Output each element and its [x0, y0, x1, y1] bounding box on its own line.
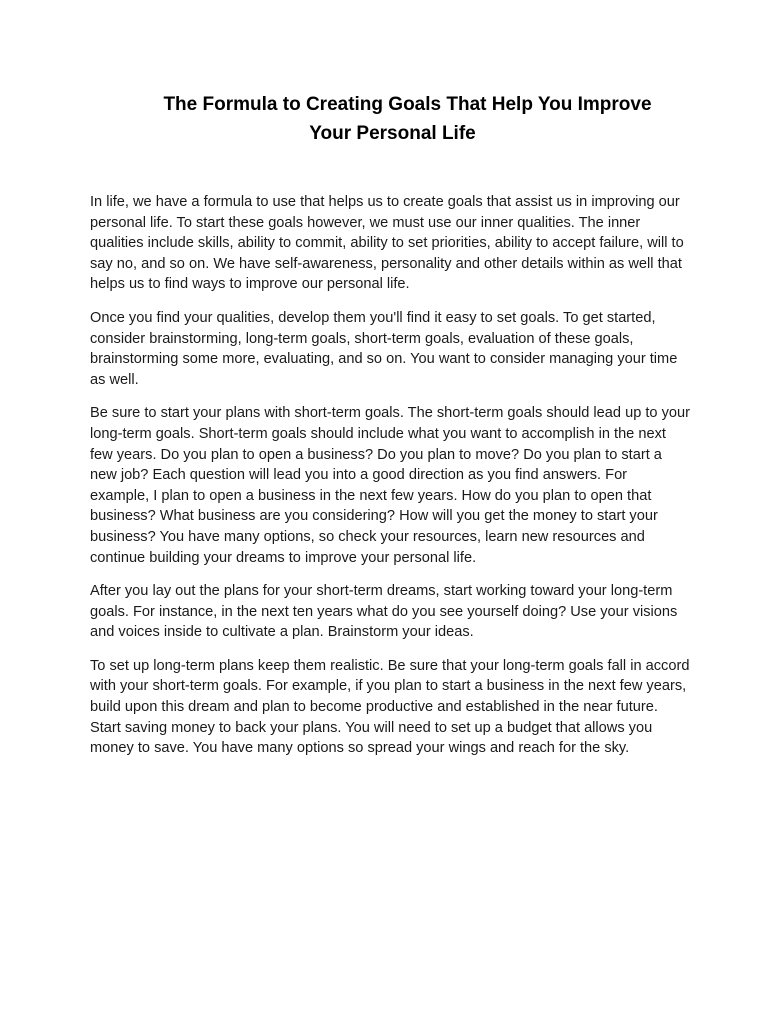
paragraph-short-term-goals: Be sure to start your plans with short-term goals. The short-term goals should lead up to your long-term goals. Short-term goals should include what you want to accomplish in the next few years. Do you plan to open a business? Do you plan to move? Do you plan to start a new job? Each question will lead you into a good direction as you find answers. For example, I plan to open a business in the next few years. How do you plan to open that business? What business are you considering? How will you get the money to start your business? You have many options, so check your resources, learn new resources and continue building your dreams to improve your personal life.: [90, 405, 690, 566]
document-title: [90, 90, 690, 148]
paragraph-qualities: Once you find your qualities, develop them you'll find it easy to set goals. To get started, consider brainstorming, long-term goals, short-term goals, evaluation of these goals, brainstorming some more, evaluating, and so on. You want to consider managing your time as well.: [90, 309, 678, 388]
document-body: [90, 192, 690, 772]
document-title-line-1: The Formula to Creating Goals That Help You Improve: [163, 94, 652, 115]
paragraph-intro: In life, we have a formula to use that helps us to create goals that assist us in improving our personal life. To start these goals however, we must use our inner qualities. The inner qualities include skills, ability to commit, ability to set priorities, ability to accept failure, will to say no, and so on. We have self-awareness, personality and other details within as well that helps us to find ways to improve our personal life.: [90, 194, 684, 293]
paragraph-long-term-goals: After you lay out the plans for your short-term dreams, start working toward your long-term goals. For instance, in the next ten years what do you see yourself doing? Use your visions and voices inside to cultivate a plan. Brainstorm your ideas.: [90, 583, 678, 641]
paragraph-long-term-plans: To set up long-term plans keep them realistic. Be sure that your long-term goals fall in accord with your short-term goals. For example, if you plan to start a business in the next few years, build upon this dream and plan to become productive and established in the near future. Start saving money to back your plans. You will need to set up a budget that allows you money to save. You have many options so spread your wings and reach for the sky.: [90, 657, 690, 757]
document-title-line-2: Your Personal Life: [309, 123, 476, 144]
